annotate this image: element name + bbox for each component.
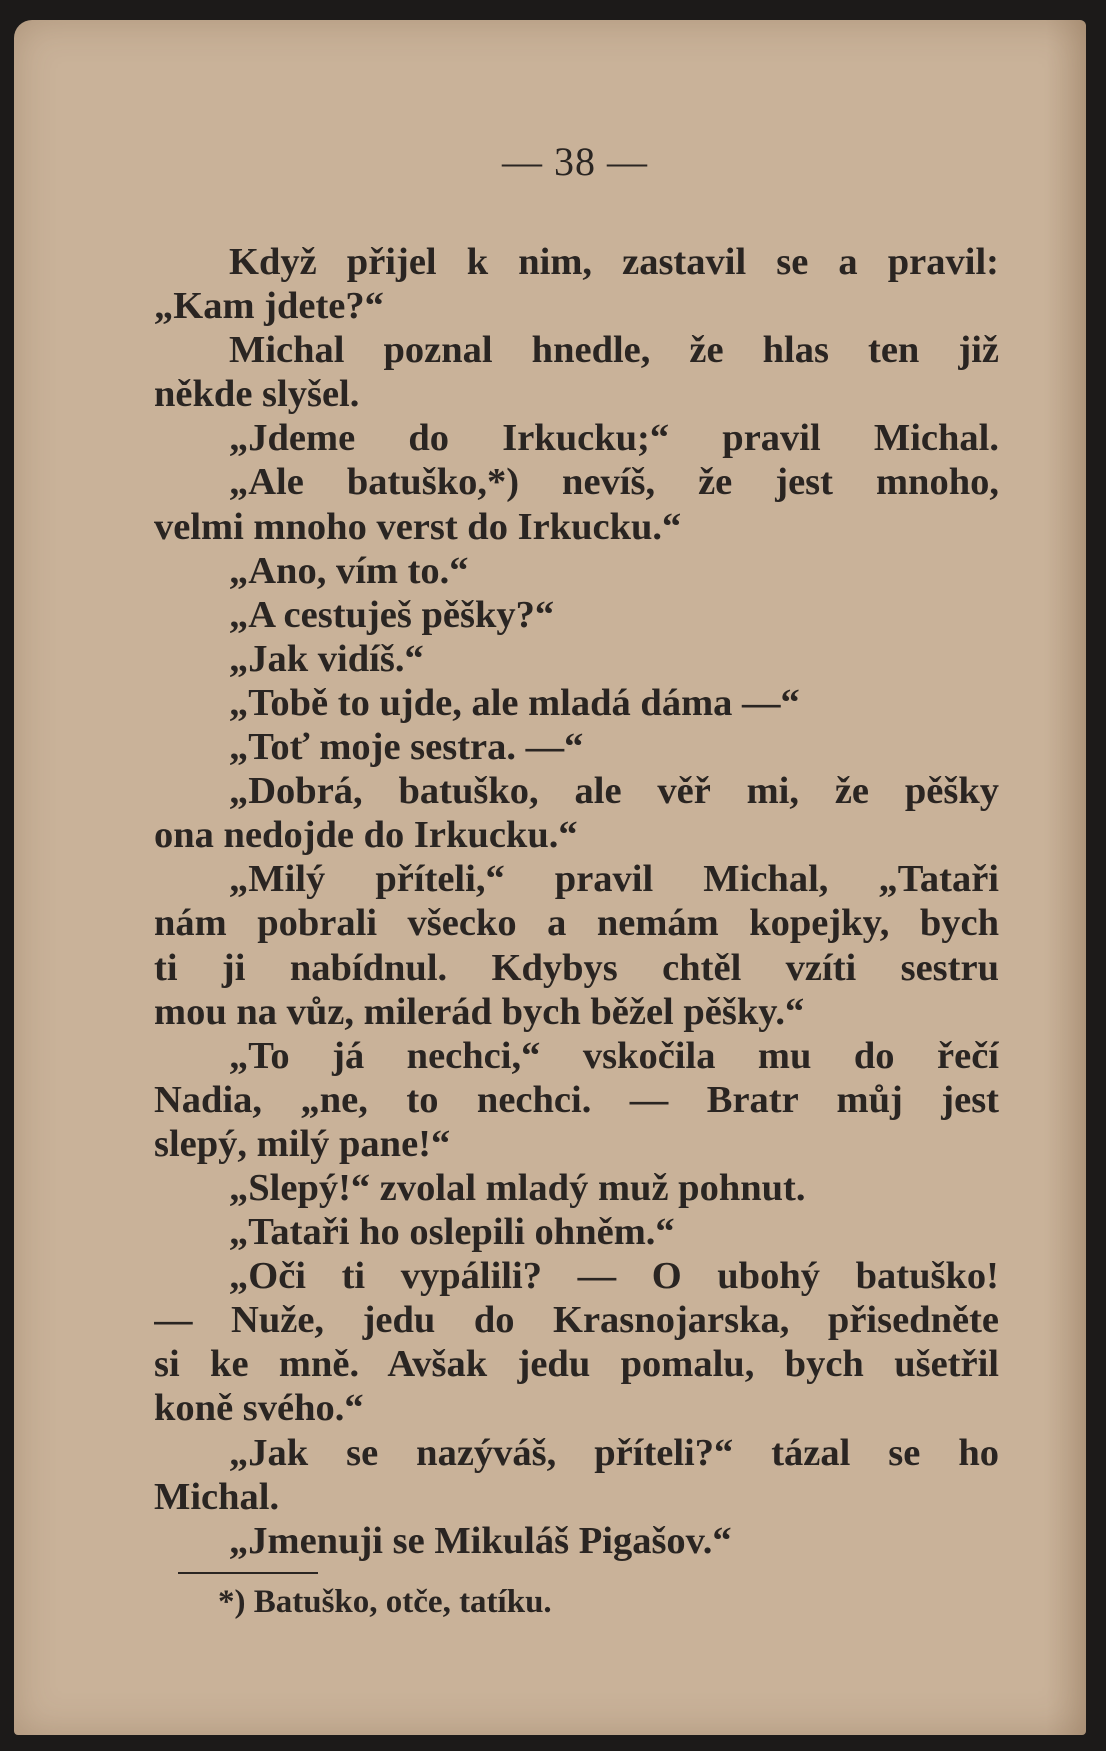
page-number: — 38 — xyxy=(502,139,648,184)
text-line: „Jdeme do Irkucku;“ pravil Michal. xyxy=(229,417,999,460)
text-line: ti ji nabídnul. Kdybys chtěl vzíti sestru xyxy=(154,946,999,989)
text-line: Michal poznal hnedle, že hlas ten již xyxy=(229,329,999,372)
text-line: „Oči ti vypálili? — O ubohý batuško! xyxy=(229,1255,999,1298)
footnote: *) Batuško, otče, tatíku. xyxy=(218,1584,552,1620)
text-line: „Jak vidíš.“ xyxy=(229,637,424,680)
text-line: si ke mně. Avšak jedu pomalu, bych ušetřil xyxy=(154,1343,999,1386)
text-line: „A cestuješ pěšky?“ xyxy=(229,593,555,636)
text-line: „Jmenuji se Mikuláš Pigašov.“ xyxy=(229,1519,732,1562)
text-line: Nadia, „ne, to nechci. — Bratr můj jest xyxy=(154,1078,999,1121)
text-line: někde slyšel. xyxy=(154,373,360,416)
text-line: Michal. xyxy=(154,1475,280,1518)
text-line: „Slepý!“ zvolal mladý muž pohnut. xyxy=(229,1166,806,1209)
text-line: „Kam jdete?“ xyxy=(154,285,384,328)
text-line: „Jak se nazýváš, příteli?“ tázal se ho xyxy=(229,1431,999,1474)
text-line: „Toť moje sestra. —“ xyxy=(229,726,584,769)
text-line: koně svého.“ xyxy=(154,1387,364,1430)
text-line: slepý, milý pane!“ xyxy=(154,1122,451,1165)
text-line: „Tataři ho oslepili ohněm.“ xyxy=(229,1211,675,1254)
text-line: — Nuže, jedu do Krasnojarska, přisedněte xyxy=(154,1299,999,1342)
text-line: „Tobě to ujde, ale mladá dáma —“ xyxy=(229,681,800,724)
body-text xyxy=(154,240,999,1563)
text-line: ona nedojde do Irkucku.“ xyxy=(154,814,578,857)
text-line: „Ano, vím to.“ xyxy=(229,549,469,592)
page-edge-shading xyxy=(1046,20,1086,1735)
text-line: Když přijel k nim, zastavil se a pravil: xyxy=(229,241,999,283)
text-line: „To já nechci,“ vskočila mu do řečí xyxy=(229,1034,999,1077)
text-line: „Dobrá, batuško, ale věř mi, že pěšky xyxy=(229,770,999,813)
text-line: „Milý příteli,“ pravil Michal, „Tataři xyxy=(229,858,999,901)
footnote-rule xyxy=(178,1572,318,1574)
text-line: mou na vůz, milerád bych běžel pěšky.“ xyxy=(154,990,805,1033)
text-line: nám pobrali všecko a nemám kopejky, bych xyxy=(154,902,999,945)
text-line: „Ale batuško,*) nevíš, že jest mnoho, xyxy=(229,461,999,504)
text-line: velmi mnoho verst do Irkucku.“ xyxy=(154,505,682,548)
